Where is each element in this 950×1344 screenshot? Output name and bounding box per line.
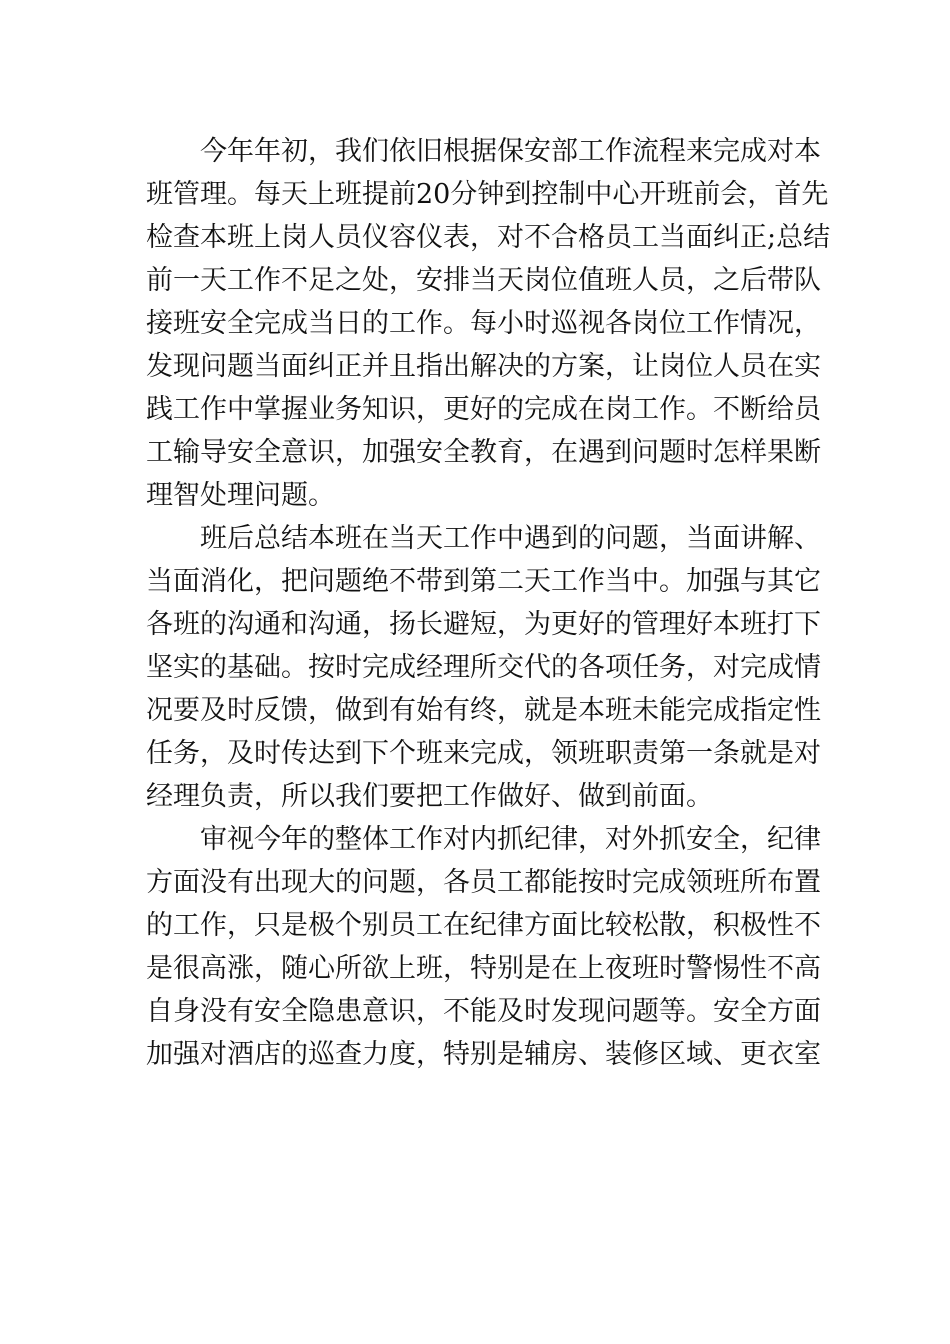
text-line: 前一天工作不足之处，安排当天岗位值班人员，之后带队: [146, 265, 821, 296]
text-line: 当面消化，把问题绝不带到第二天工作当中。加强与其它: [146, 566, 821, 597]
text-line: 发现问题当面纠正并且指出解决的方案，让岗位人员在实: [146, 351, 821, 382]
text-line: 践工作中掌握业务知识，更好的完成在岗工作。不断给员: [146, 394, 821, 425]
text-line: 审视今年的整体工作对内抓纪律，对外抓安全，纪律: [200, 824, 821, 855]
text-line: 工输导安全意识，加强安全教育，在遇到问题时怎样果断: [146, 437, 821, 468]
text-line: 经理负责，所以我们要把工作做好、做到前面。: [146, 781, 713, 812]
text-line: 方面没有出现大的问题，各员工都能按时完成领班所布置: [146, 867, 821, 898]
text-line: 自身没有安全隐患意识，不能及时发现问题等。安全方面: [146, 996, 821, 1027]
paragraph: [146, 818, 821, 1076]
text-line: 班管理。每天上班提前20分钟到控制中心开班前会，首先: [146, 179, 829, 210]
text-line: 班后总结本班在当天工作中遇到的问题，当面讲解、: [200, 523, 821, 554]
body-text: [146, 130, 831, 1076]
text-line: 加强对酒店的巡查力度，特别是辅房、装修区域、更衣室: [146, 1039, 821, 1070]
text-line: 理智处理问题。: [146, 480, 335, 511]
text-line: 任务，及时传达到下个班来完成，领班职责第一条就是对: [146, 738, 821, 769]
text-line: 坚实的基础。按时完成经理所交代的各项任务，对完成情: [146, 652, 821, 683]
text-line: 接班安全完成当日的工作。每小时巡视各岗位工作情况，: [146, 308, 821, 339]
paragraph: [146, 517, 821, 818]
text-line: 各班的沟通和沟通，扬长避短，为更好的管理好本班打下: [146, 609, 821, 640]
text-line: 况要及时反馈，做到有始有终，就是本班未能完成指定性: [146, 695, 821, 726]
text-line: 是很高涨，随心所欲上班，特别是在上夜班时警惕性不高: [146, 953, 821, 984]
text-line: 的工作，只是极个别员工在纪律方面比较松散，积极性不: [146, 910, 821, 941]
text-line: 检查本班上岗人员仪容仪表，对不合格员工当面纠正;总结: [146, 222, 831, 253]
text-line: 今年年初，我们依旧根据保安部工作流程来完成对本: [200, 136, 821, 167]
paragraph: [146, 130, 831, 517]
